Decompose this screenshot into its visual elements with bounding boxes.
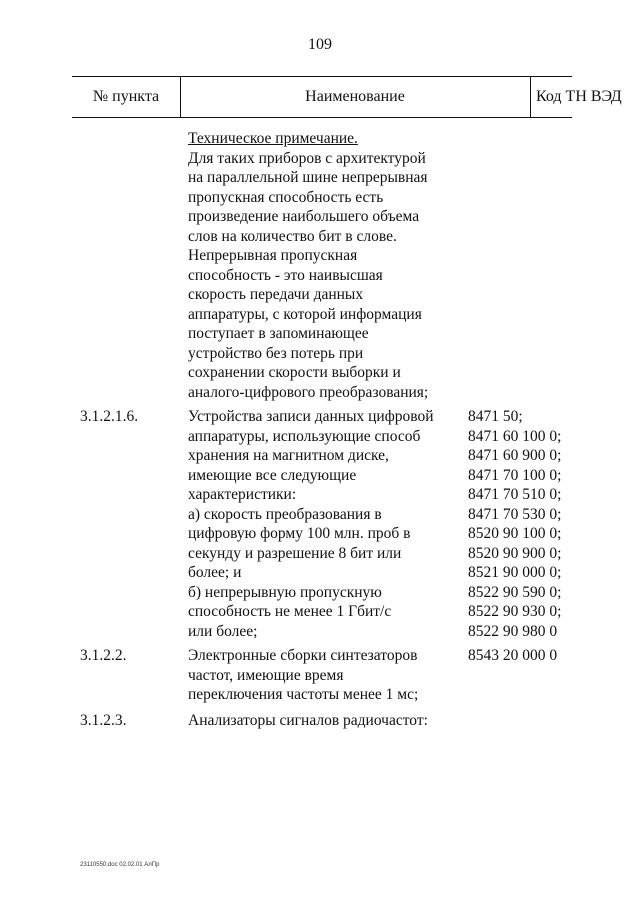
document-footer: 23110550.doc 02.02.01 АлПр (80, 862, 160, 868)
tn-ved-code: 8543 20 000 0 (468, 647, 558, 664)
note-line: способность - это наивысшая (188, 266, 383, 284)
tn-ved-code: 8471 70 100 0; (468, 466, 562, 484)
note-line: сохранении скорости выборки и (188, 364, 401, 381)
tn-ved-code: 8521 90 000 0; (468, 564, 562, 581)
tn-ved-code: 8471 70 510 0; (468, 486, 562, 503)
item-number: 3.1.2.1.6. (80, 408, 139, 425)
tn-ved-code: 8520 90 900 0; (468, 544, 562, 562)
item-number: 3.1.2.2. (80, 647, 127, 664)
note-title: Техническое примечание. (188, 130, 358, 147)
note-line: аппаратуры, с которой информация (188, 305, 422, 323)
tn-ved-code: 8522 90 590 0; (468, 583, 562, 601)
item-text-line: аппаратуры, использующие способ (188, 427, 421, 445)
page-number: 109 (308, 36, 332, 53)
note-line: на параллельной шине непрерывная (188, 169, 428, 186)
tn-ved-code: 8471 60 900 0; (468, 447, 562, 464)
item-number: 3.1.2.3. (80, 712, 127, 729)
tn-ved-code: 8522 90 980 0 (468, 622, 558, 640)
note-line: устройство без потерь при (188, 344, 364, 362)
item-text-line: цифровую форму 100 млн. проб в (188, 525, 411, 542)
item-text-line: переключения частоты менее 1 мс; (188, 686, 419, 703)
item-text-line: б) непрерывную пропускную (188, 583, 382, 601)
item-text-line: а) скорость преобразования в (188, 505, 382, 523)
item-text-line: более; и (188, 564, 242, 581)
note-line: произведение наибольшего объема (188, 208, 420, 225)
note-line: аналого-цифрового преобразования; (188, 383, 429, 401)
tn-ved-code: 8471 50; (468, 408, 523, 425)
note-line: Непрерывная пропускная (188, 247, 358, 264)
item-text-line: характеристики: (188, 486, 297, 503)
table-header (72, 76, 622, 118)
note-line: поступает в запоминающее (188, 325, 369, 342)
column-header-name: Наименование (305, 88, 405, 105)
note-line: слов на количество бит в слове. (188, 227, 397, 245)
tn-ved-code: 8471 70 530 0; (468, 505, 562, 523)
tn-ved-code: 8471 60 100 0; (468, 427, 562, 445)
note-line: Для таких приборов с архитектурой (188, 149, 426, 167)
item-text-line: Анализаторы сигналов радиочастот: (188, 712, 428, 729)
item-text-line: или более; (188, 622, 258, 640)
column-header-number: № пункта (92, 88, 160, 105)
item-text-line: способность не менее 1 Гбит/с (188, 603, 392, 620)
item-text-line: Электронные сборки синтезаторов (188, 647, 418, 664)
column-header-code: Код ТН ВЭД (536, 88, 622, 105)
note-line: пропускная способность есть (188, 188, 384, 206)
note-line: скорость передачи данных (188, 286, 364, 303)
item-text-line: секунду и разрешение 8 бит или (188, 544, 402, 562)
item-text-line: хранения на магнитном диске, (188, 447, 389, 464)
item-text-line: Устройства записи данных цифровой (188, 408, 434, 425)
item-text-line: имеющие все следующие (188, 466, 357, 484)
tn-ved-code: 8520 90 100 0; (468, 525, 562, 542)
item-text-line: частот, имеющие время (188, 666, 344, 684)
tn-ved-code: 8522 90 930 0; (468, 603, 562, 620)
